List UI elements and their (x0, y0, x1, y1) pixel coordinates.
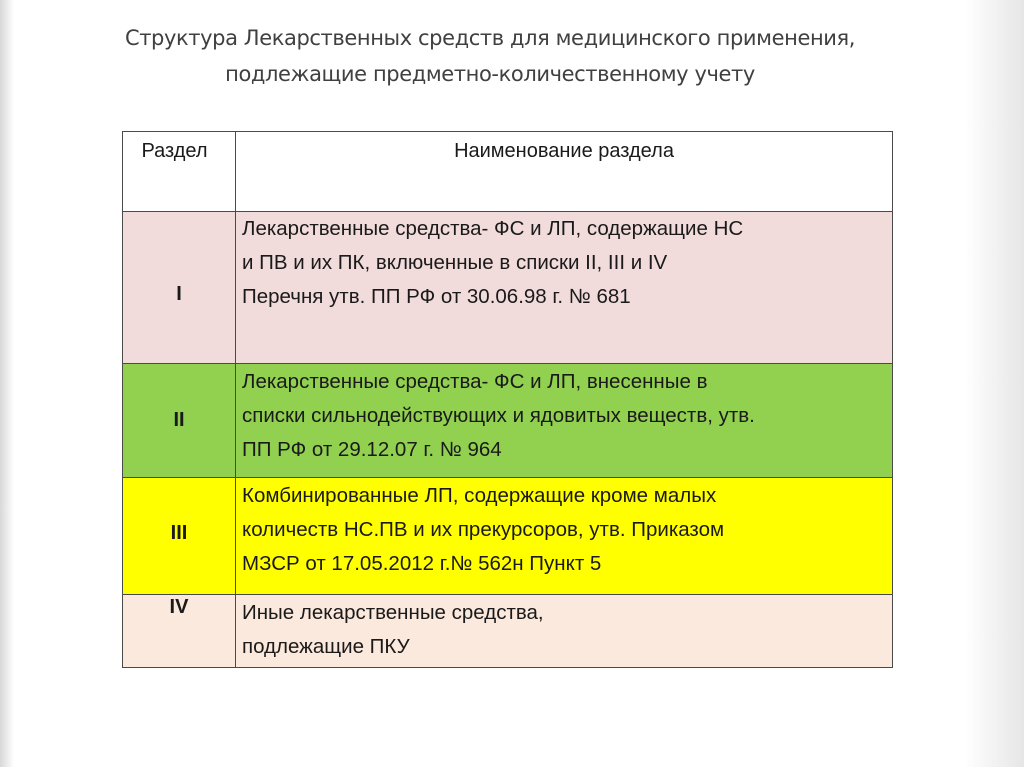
section-description (236, 478, 893, 595)
section-text-line: списки сильнодействующих и ядовитых веществ, утв. (242, 404, 755, 427)
slide-title-line-1: Структура Лекарственных средств для медицинского применения, (124, 26, 856, 50)
section-text-line: количеств НС.ПВ и их прекурсоров, утв. Приказом (242, 518, 725, 541)
section-number: III (123, 478, 236, 595)
section-text-line: Лекарственные средства- ФС и ЛП, внесенные в (242, 370, 708, 393)
table-header-row (123, 132, 893, 212)
table-row (123, 595, 893, 668)
section-text-line: Иные лекарственные средства, (242, 601, 544, 624)
section-text-line: МЗСР от 17.05.2012 г.№ 562н Пункт 5 (242, 552, 602, 575)
table-row (123, 364, 893, 478)
right-shadow-edge (964, 0, 1024, 767)
section-description (236, 212, 893, 364)
section-description (236, 364, 893, 478)
section-number: II (123, 364, 236, 478)
table-row (123, 478, 893, 595)
section-text-line: ПП РФ от 29.12.07 г. № 964 (242, 438, 502, 461)
header-section-name: Наименование раздела (236, 132, 893, 212)
header-section: Раздел (123, 132, 236, 212)
section-text-line: и ПВ и их ПК, включенные в списки II, III и IV (242, 251, 668, 274)
section-text-line: Комбинированные ЛП, содержащие кроме малых (242, 484, 717, 507)
section-number: IV (123, 595, 236, 668)
section-description (236, 595, 893, 668)
section-text-line: подлежащие ПКУ (242, 635, 410, 658)
table-row (123, 212, 893, 364)
section-text-line: Лекарственные средства- ФС и ЛП, содержащие НС (242, 217, 744, 240)
slide-title (20, 20, 960, 92)
left-shadow-edge (0, 0, 14, 767)
slide-title-line-2: подлежащие предметно-количественному учету (225, 62, 755, 86)
sections-table (122, 131, 893, 668)
section-text-line: Перечня утв. ПП РФ от 30.06.98 г. № 681 (242, 285, 631, 308)
section-number: I (123, 212, 236, 364)
